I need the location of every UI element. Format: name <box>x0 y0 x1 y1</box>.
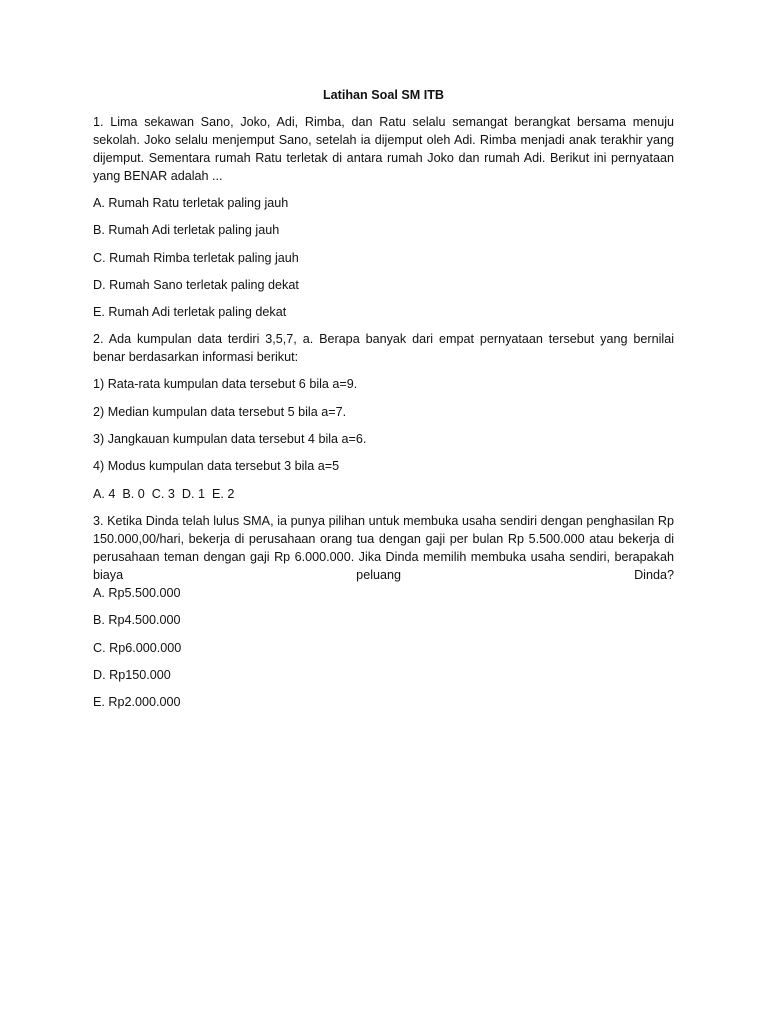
question-1-option-b: B. Rumah Adi terletak paling jauh <box>93 223 280 238</box>
question-3-text: 3. Ketika Dinda telah lulus SMA, ia punya pilihan untuk membuka usaha sendiri dengan penghasilan Rp 150.000,00/hari, bekerja di perusahaan orang tua dengan gaji per bulan Rp 5.500.000 atau bekerja di perusahaan teman dengan gaji Rp 6.000.000. Jika Dinda memilih membuka usaha sendiri, berapakah biaya peluang Dinda? <box>93 513 674 582</box>
question-3-option-e: E. Rp2.000.000 <box>93 695 181 710</box>
question-1-option-a: A. Rumah Ratu terletak paling jauh <box>93 196 289 210</box>
question-3-option-c: C. Rp6.000.000 <box>93 640 182 655</box>
question-3-option-a: A. Rp5.500.000 <box>93 585 181 600</box>
question-1-option-c: C. Rumah Rimba terletak paling jauh <box>93 250 299 265</box>
question-2-statement-4: 4) Modus kumpulan data tersebut 3 bila a=5 <box>93 459 340 474</box>
question-3-option-d: D. Rp150.000 <box>93 667 171 682</box>
question-1-option-d: D. Rumah Sano terletak paling dekat <box>93 277 299 292</box>
question-1-option-e: E. Rumah Adi terletak paling dekat <box>93 305 287 320</box>
question-1-text: 1. Lima sekawan Sano, Joko, Adi, Rimba, dan Ratu selalu semangat berangkat bersama menuju sekolah. Joko selalu menjemput Sano, setelah ia dijemput oleh Adi. Rimba menjadi anak terakhir yang dijemput. Sementara rumah Ratu terletak di antara rumah Joko dan rumah Adi. Berikut ini pernyataan yang BENAR adalah ... <box>93 115 674 183</box>
question-2-statement-1: 1) Rata-rata kumpulan data tersebut 6 bila a=9. <box>93 377 358 392</box>
document-page <box>93 86 674 720</box>
question-2-statement-3: 3) Jangkauan kumpulan data tersebut 4 bila a=6. <box>93 432 367 447</box>
question-2-answers: A. 4 B. 0 C. 3 D. 1 E. 2 <box>93 486 235 501</box>
question-3-option-b: B. Rp4.500.000 <box>93 613 181 628</box>
question-2-text: 2. Ada kumpulan data terdiri 3,5,7, a. Berapa banyak dari empat pernyataan tersebut yang bernilai benar berdasarkan informasi berikut: <box>93 332 674 365</box>
question-2-statement-2: 2) Median kumpulan data tersebut 5 bila a=7. <box>93 404 347 419</box>
document-title: Latihan Soal SM ITB <box>322 88 445 102</box>
